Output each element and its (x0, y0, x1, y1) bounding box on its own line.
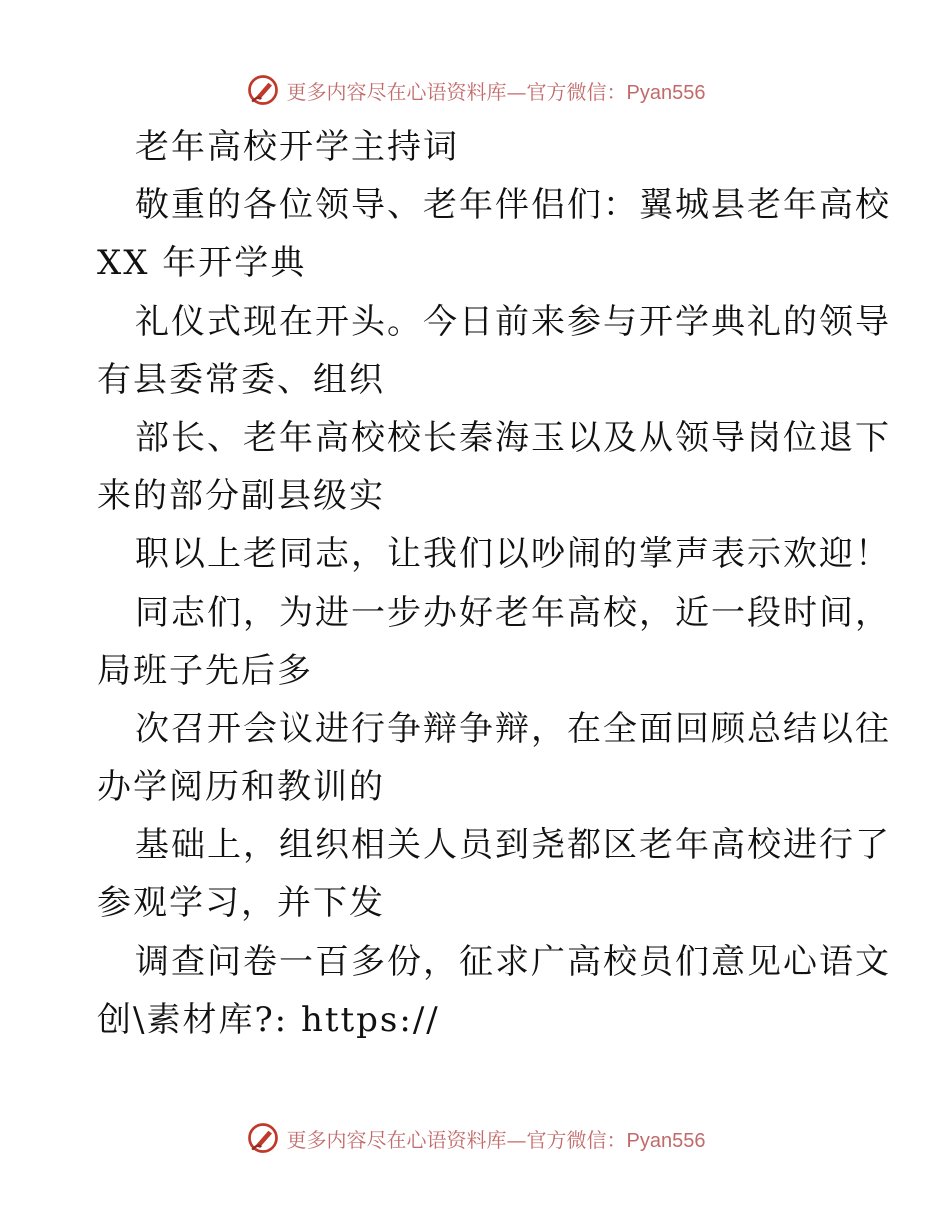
doc-line: XX 年开学典 (97, 243, 307, 284)
header-wechat-id: Pyan556 (626, 81, 706, 104)
pen-logo-icon (245, 1120, 281, 1156)
header-banner-text: 更多内容尽在心语资料库—官方微信：Pyan556 (286, 79, 706, 104)
doc-line: 来的部分副县级实 (97, 476, 385, 517)
document-body (97, 118, 891, 1049)
pen-logo-icon (245, 72, 281, 108)
doc-line: 职以上老同志，让我们以吵闹的掌声表示欢迎！ (135, 534, 891, 575)
doc-line: 礼仪式现在开头。今日前来参与开学典礼的领导 (135, 301, 891, 342)
doc-line: 基础上，组织相关人员到尧都区老年高校进行了 (135, 825, 891, 866)
doc-line: 有县委常委、组织 (97, 359, 385, 400)
doc-line: 参观学习，并下发 (97, 883, 385, 924)
doc-line: 调查问卷一百多份，征求广高校员们意见心语文 (135, 941, 891, 982)
doc-line: 创\素材库?: https:// (97, 999, 440, 1040)
doc-line: 敬重的各位领导、老年伴侣们：翼城县老年高校 (135, 185, 891, 226)
doc-line: 局班子先后多 (97, 650, 313, 691)
doc-line: 次召开会议进行争辩争辩，在全面回顾总结以往 (135, 708, 891, 749)
doc-title: 老年高校开学主持词 (135, 127, 459, 167)
footer-wechat-id: Pyan556 (626, 1129, 706, 1152)
footer-banner (0, 1118, 950, 1158)
doc-line: 办学阅历和教训的 (97, 767, 385, 808)
doc-line: 部长、老年高校校长秦海玉以及从领导岗位退下 (135, 417, 891, 458)
header-banner (0, 70, 950, 110)
footer-banner-text: 更多内容尽在心语资料库—官方微信：Pyan556 (286, 1127, 706, 1152)
doc-line: 同志们，为进一步办好老年高校，近一段时间， (135, 592, 891, 633)
